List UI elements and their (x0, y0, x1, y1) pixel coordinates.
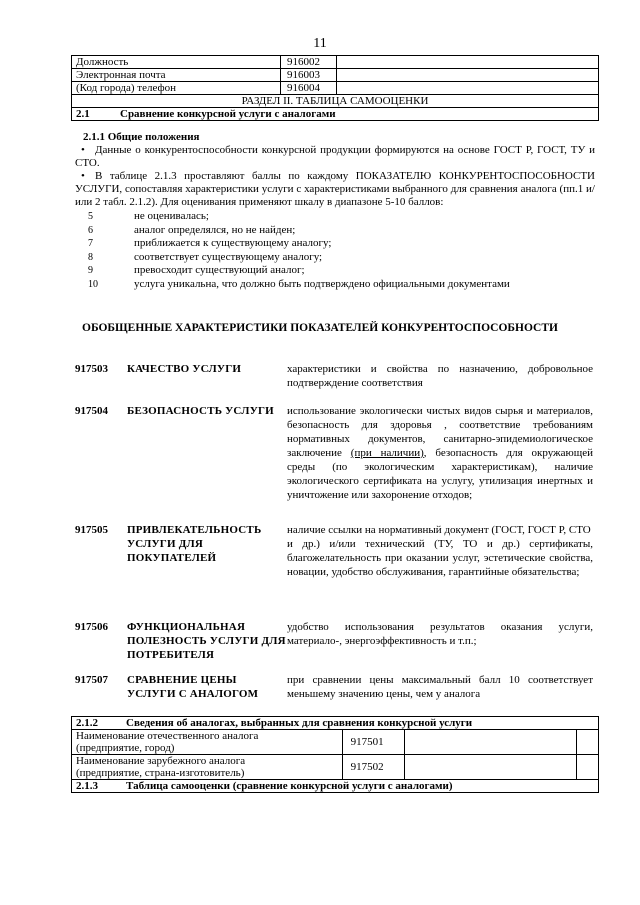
scale-num: 10 (88, 278, 98, 290)
section-title: РАЗДЕЛ II. ТАБЛИЦА САМООЦЕНКИ (72, 95, 599, 108)
scale-item (75, 264, 595, 278)
value-cell[interactable] (337, 69, 599, 82)
indicator-code: 917506 (75, 621, 108, 633)
section-212-header (72, 717, 599, 730)
indicator-name: ПРИВЛЕКАТЕЛЬНОСТЬ УСЛУГИ ДЛЯ ПОКУПАТЕЛЕЙ (127, 524, 262, 564)
general-provisions (75, 131, 595, 291)
scale-text: превосходит существующий аналог; (134, 264, 305, 276)
bullet-text: В таблице 2.1.3 проставляют баллы по каждому ПОКАЗАТЕЛЮ КОНКУРЕНТОСПОСОБНОСТИ УСЛУГИ, сопоставляя характеристики услуги с характеристиками выбранного для сравнения аналога (пп.1 и/или 2 табл. 2.1.2). Для оценивания применяют шкалу в диапазоне 5-10 баллов: (75, 170, 595, 208)
row-code: 917502 (342, 755, 404, 780)
value-cell[interactable] (404, 755, 576, 780)
label-line: (предприятие, страна-изготовитель) (76, 767, 245, 779)
subsection-title: Сравнение конкурсной услуги с аналогами (120, 108, 336, 120)
table-row (72, 82, 599, 95)
indicator-row (75, 620, 595, 662)
scale-num: 8 (88, 251, 93, 263)
analogs-table (71, 716, 599, 793)
value-cell[interactable] (337, 82, 599, 95)
desc-part: использование экологически чистых видов сырья и материалов, безопасность для здоровья , соответствие требованиям нормативных документов, санитарно-эпидемиологическое заключение (287, 405, 593, 459)
desc-underline: (при наличии) (350, 447, 424, 459)
contact-table (71, 55, 599, 121)
score-scale (75, 210, 595, 291)
indicator-name: ФУНКЦИОНАЛЬНАЯ ПОЛЕЗНОСТЬ УСЛУГИ ДЛЯ ПОТРЕБИТЕЛЯ (127, 621, 286, 661)
indicator-row (75, 362, 595, 390)
section-213-header (72, 780, 599, 793)
scale-text: соответствует существующему аналогу; (134, 250, 323, 263)
indicator-name: СРАВНЕНИЕ ЦЕНЫ УСЛУГИ С АНАЛОГОМ (127, 674, 259, 700)
row-code: 917501 (342, 730, 404, 755)
bullet-item (75, 144, 595, 170)
value-cell[interactable] (337, 56, 599, 69)
row-label: Должность (72, 56, 281, 69)
scale-text: не оценивалась; (134, 210, 209, 222)
section-number: 2.1.3 (76, 780, 98, 792)
label-line: (предприятие, город) (76, 742, 175, 754)
bullet-icon: • (81, 170, 85, 182)
indicator-name: КАЧЕСТВО УСЛУГИ (127, 363, 242, 375)
indicator-code: 917505 (75, 524, 108, 536)
general-heading: 2.1.1 Общие положения (83, 131, 200, 143)
row-label: (Код города) телефон (72, 82, 281, 95)
scale-num: 6 (88, 224, 93, 236)
scale-item (75, 237, 595, 251)
indicator-desc: при сравнении цены максимальный балл 10 соответствует меньшему значению цены, чем у аналога (287, 674, 593, 700)
indicator-code: 917503 (75, 363, 108, 375)
row-code: 916003 (281, 69, 337, 82)
subsection-row (72, 108, 599, 121)
section-row (72, 717, 599, 730)
section-title: Таблица самооценки (сравнение конкурсной услуги с аналогами) (126, 780, 453, 792)
scale-text: аналог определялся, но не найден; (134, 223, 296, 236)
indicator-desc (287, 523, 593, 579)
indicator-row (75, 523, 595, 579)
scale-item (75, 251, 595, 265)
value-cell[interactable] (576, 755, 598, 780)
desc-line: наличие ссылки на нормативный документ (ГОСТ, ГОСТ Р, СТО (287, 524, 591, 536)
scale-num: 9 (88, 265, 93, 276)
value-cell[interactable] (404, 730, 576, 755)
row-code: 916004 (281, 82, 337, 95)
page-number: 11 (313, 36, 327, 51)
bullet-text: Данные о конкурентоспособности конкурсной продукции формируются на основе ГОСТ Р, ГОСТ, ТУ и СТО. (75, 144, 595, 169)
section-row (72, 95, 599, 108)
desc-part: , безопасность для окружающей среды (по экологическим характеристикам), наличие экологического сертификата на услугу, утилизация инертных и уничтожение или захоронение отходов; (287, 447, 593, 501)
indicator-desc: характеристики и свойства по назначению, добровольное подтверждение соответствия (287, 363, 593, 389)
indicator-row (75, 673, 595, 701)
bullet-item (75, 170, 595, 209)
indicator-code: 917504 (75, 405, 108, 417)
section-row (72, 780, 599, 793)
scale-item (75, 224, 595, 238)
subsection-number: 2.1 (76, 108, 90, 120)
table-row (72, 69, 599, 82)
subsection-header (72, 108, 599, 121)
table-row (72, 56, 599, 69)
row-label (72, 730, 343, 755)
main-title: ОБОБЩЕННЫЕ ХАРАКТЕРИСТИКИ ПОКАЗАТЕЛЕЙ КОНКУРЕНТОСПОСОБНОСТИ (82, 322, 558, 334)
scale-text: услуга уникальна, что должно быть подтверждено официальными документами (134, 277, 510, 290)
value-cell[interactable] (576, 730, 598, 755)
section-number: 2.1.2 (76, 717, 98, 729)
section-title: Сведения об аналогах, выбранных для сравнения конкурсной услуги (126, 717, 473, 729)
indicator-desc (287, 404, 593, 502)
row-code: 916002 (281, 56, 337, 69)
indicator-row (75, 404, 595, 502)
scale-item (75, 278, 595, 292)
scale-item (75, 210, 595, 224)
row-label: Электронная почта (72, 69, 281, 82)
label-line: Наименование зарубежного аналога (76, 755, 246, 767)
table-row (72, 730, 599, 755)
scale-text: приближается к существующему аналогу; (134, 237, 332, 249)
row-label (72, 755, 343, 780)
indicator-code: 917507 (75, 674, 108, 686)
indicator-name: БЕЗОПАСНОСТЬ УСЛУГИ (127, 405, 274, 417)
bullet-icon: • (81, 144, 85, 156)
label-line: Наименование отечественного аналога (76, 730, 259, 742)
indicator-desc: удобство использования результатов оказания услуги, материало-, энергоэффективность и т.п.; (287, 621, 593, 647)
scale-num: 7 (88, 238, 93, 249)
desc-line: и др.) и/или технический (ТУ, ТО и др.) сертификаты, благожелательность при оказании услуг, эстетические свойства, новации, удобство обслуживания, гарантийные обязательства; (287, 538, 593, 578)
table-row (72, 755, 599, 780)
scale-num: 5 (88, 211, 93, 222)
